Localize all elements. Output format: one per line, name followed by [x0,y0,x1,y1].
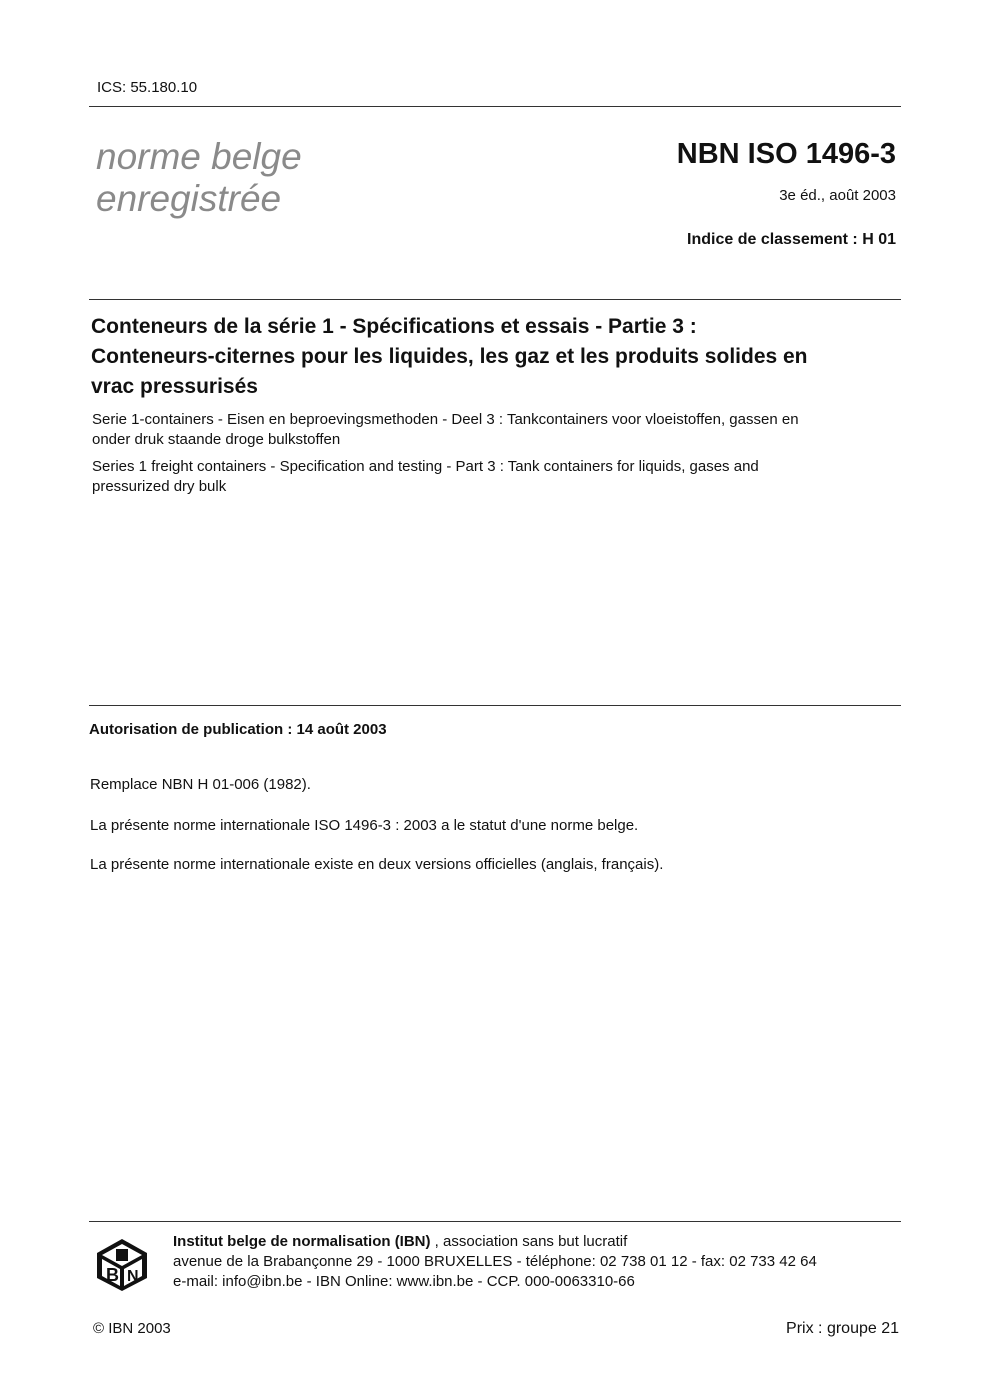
institute-heading [173,1232,817,1252]
norme-line-1: norme belge [96,136,302,177]
title-fr-line-2: Conteneurs-citernes pour les liquides, les gaz et les produits solides en [91,345,808,368]
publication-divider [89,705,901,706]
title-dutch [92,410,902,450]
footer-divider [89,1221,901,1222]
copyright: © IBN 2003 [93,1320,171,1337]
title-french [91,312,901,402]
title-fr-line-3: vrac pressurisés [91,375,258,398]
title-fr-line-1: Conteneurs de la série 1 - Spécifications et essais - Partie 3 : [91,315,697,338]
institute-name: Institut belge de normalisation (IBN) [173,1233,431,1250]
institute-type: , association sans but lucratif [430,1233,628,1250]
edition-date: 3e éd., août 2003 [779,187,896,204]
title-english [92,457,902,497]
classification-index: Indice de classement : H 01 [687,231,896,248]
price-group: Prix : groupe 21 [786,1320,899,1337]
norme-belge-label [96,136,302,220]
title-divider [89,299,901,300]
institute-block [173,1232,817,1292]
norme-line-2: enregistrée [96,178,282,219]
title-nl-line-2: onder druk staande droge bulkstoffen [92,431,341,448]
svg-text:N: N [127,1268,139,1285]
top-divider [89,106,901,107]
institute-address: avenue de la Brabançonne 29 - 1000 BRUXELLES - téléphone: 02 738 01 12 - fax: 02 733 42 64 [173,1253,817,1270]
publication-authorisation: Autorisation de publication : 14 août 2003 [89,721,387,738]
svg-text:B: B [106,1265,119,1285]
title-nl-line-1: Serie 1-containers - Eisen en beproevingsmethoden - Deel 3 : Tankcontainers voor vloeistoffen, gassen en [92,411,799,428]
institute-contact: e-mail: info@ibn.be - IBN Online: www.ibn.be - CCP. 000-0063310-66 [173,1273,635,1290]
replaces-paragraph: Remplace NBN H 01-006 (1982). [90,776,311,793]
standard-number: NBN ISO 1496-3 [676,138,896,170]
title-en-line-2: pressurized dry bulk [92,478,227,495]
ibn-logo-icon [96,1238,148,1292]
status-paragraph: La présente norme internationale ISO 1496-3 : 2003 a le statut d'une norme belge. [90,817,639,834]
versions-paragraph: La présente norme internationale existe en deux versions officielles (anglais, français). [90,856,664,873]
ics-code: ICS: 55.180.10 [97,79,198,96]
title-en-line-1: Series 1 freight containers - Specification and testing - Part 3 : Tank containers for liquids, gases and [92,458,759,475]
